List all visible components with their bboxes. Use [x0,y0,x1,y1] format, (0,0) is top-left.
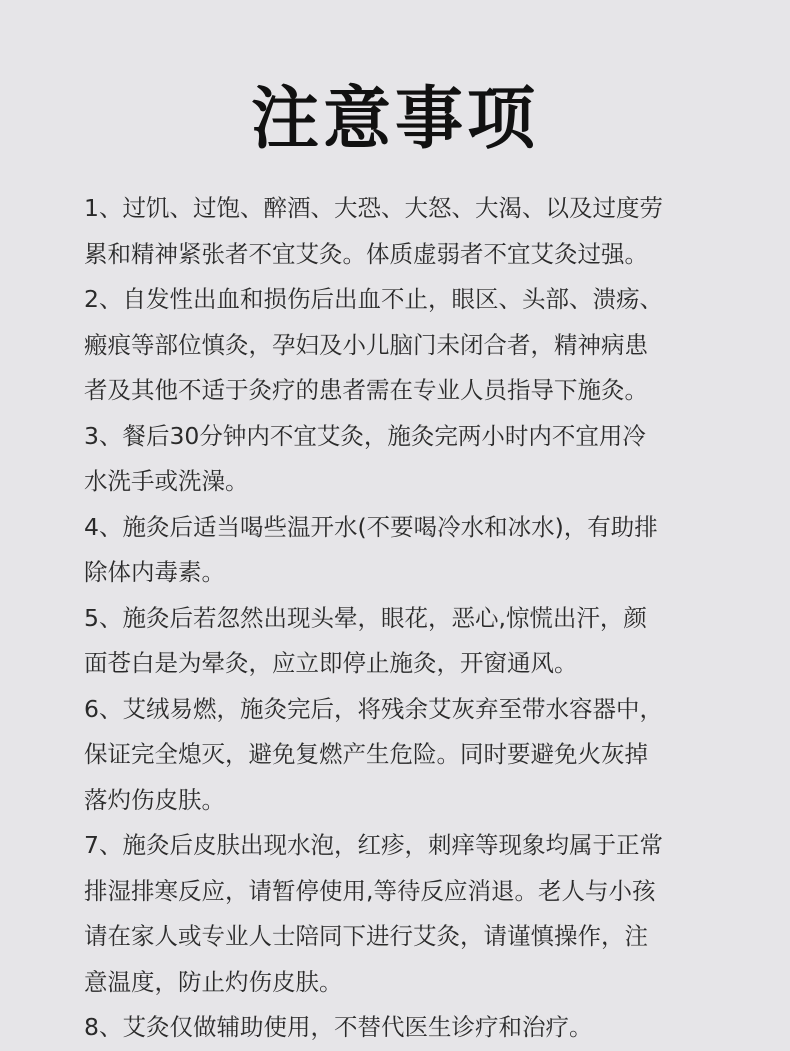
precaution-line: 面苍白是为晕灸，应立即停止施灸，开窗通风。 [84,649,578,677]
precaution-item-7 [84,823,714,1005]
precaution-item-8 [84,1005,714,1051]
precaution-item-3 [84,414,714,505]
precaution-line: 8、艾灸仅做辅助使用，不替代医生诊疗和治疗。 [84,1013,593,1041]
page-title: 注意事项 [250,80,539,159]
precaution-line: 落灼伤皮肤。 [84,785,225,814]
precaution-line: 7、施灸后皮肤出现水泡，红疹，刺痒等现象均属于正常 [84,831,663,859]
precaution-line: 瘢痕等部位慎灸，孕妇及小儿脑门未闭合者，精神病患 [84,330,648,359]
precaution-line: 请在家人或专业人士陪同下进行艾灸，请谨慎操作，注 [84,922,648,950]
precautions-list [84,186,714,1051]
precaution-line: 2、自发性出血和损伤后出血不止，眼区、头部、溃疡、 [84,285,663,313]
precaution-line: 3、餐后30分钟内不宜艾灸，施灸完两小时内不宜用冷 [84,421,646,450]
precaution-line: 6、艾绒易燃，施灸完后，将残余艾灰弃至带水容器中， [84,694,663,723]
precaution-line: 者及其他不适于灸疗的患者需在专业人员指导下施灸。 [84,376,648,404]
precaution-line: 累和精神紧张者不宜艾灸。体质虚弱者不宜艾灸过强。 [84,239,648,268]
precaution-item-2 [84,277,714,414]
precaution-line: 4、施灸后适当喝些温开水(不要喝冷水和冰水)，有助排 [84,512,658,541]
precaution-line: 水洗手或洗澡。 [84,467,249,495]
precaution-item-4 [84,505,714,596]
precaution-line: 意温度，防止灼伤皮肤。 [84,967,343,996]
precaution-item-5 [84,596,714,687]
precaution-line: 排湿排寒反应，请暂停使用,等待反应消退。老人与小孩 [84,876,656,905]
precaution-item-1 [84,186,714,277]
precaution-line: 1、过饥、过饱、醉酒、大恐、大怒、大渴、以及过度劳 [84,194,663,222]
precaution-line: 5、施灸后若忽然出现头晕，眼花，恶心,惊慌出汗，颜 [84,603,647,632]
precaution-item-6 [84,687,714,824]
precaution-line: 保证完全熄灭，避免复燃产生危险。同时要避免火灰掉 [84,740,648,768]
precaution-line: 除体内毒素。 [84,558,225,586]
